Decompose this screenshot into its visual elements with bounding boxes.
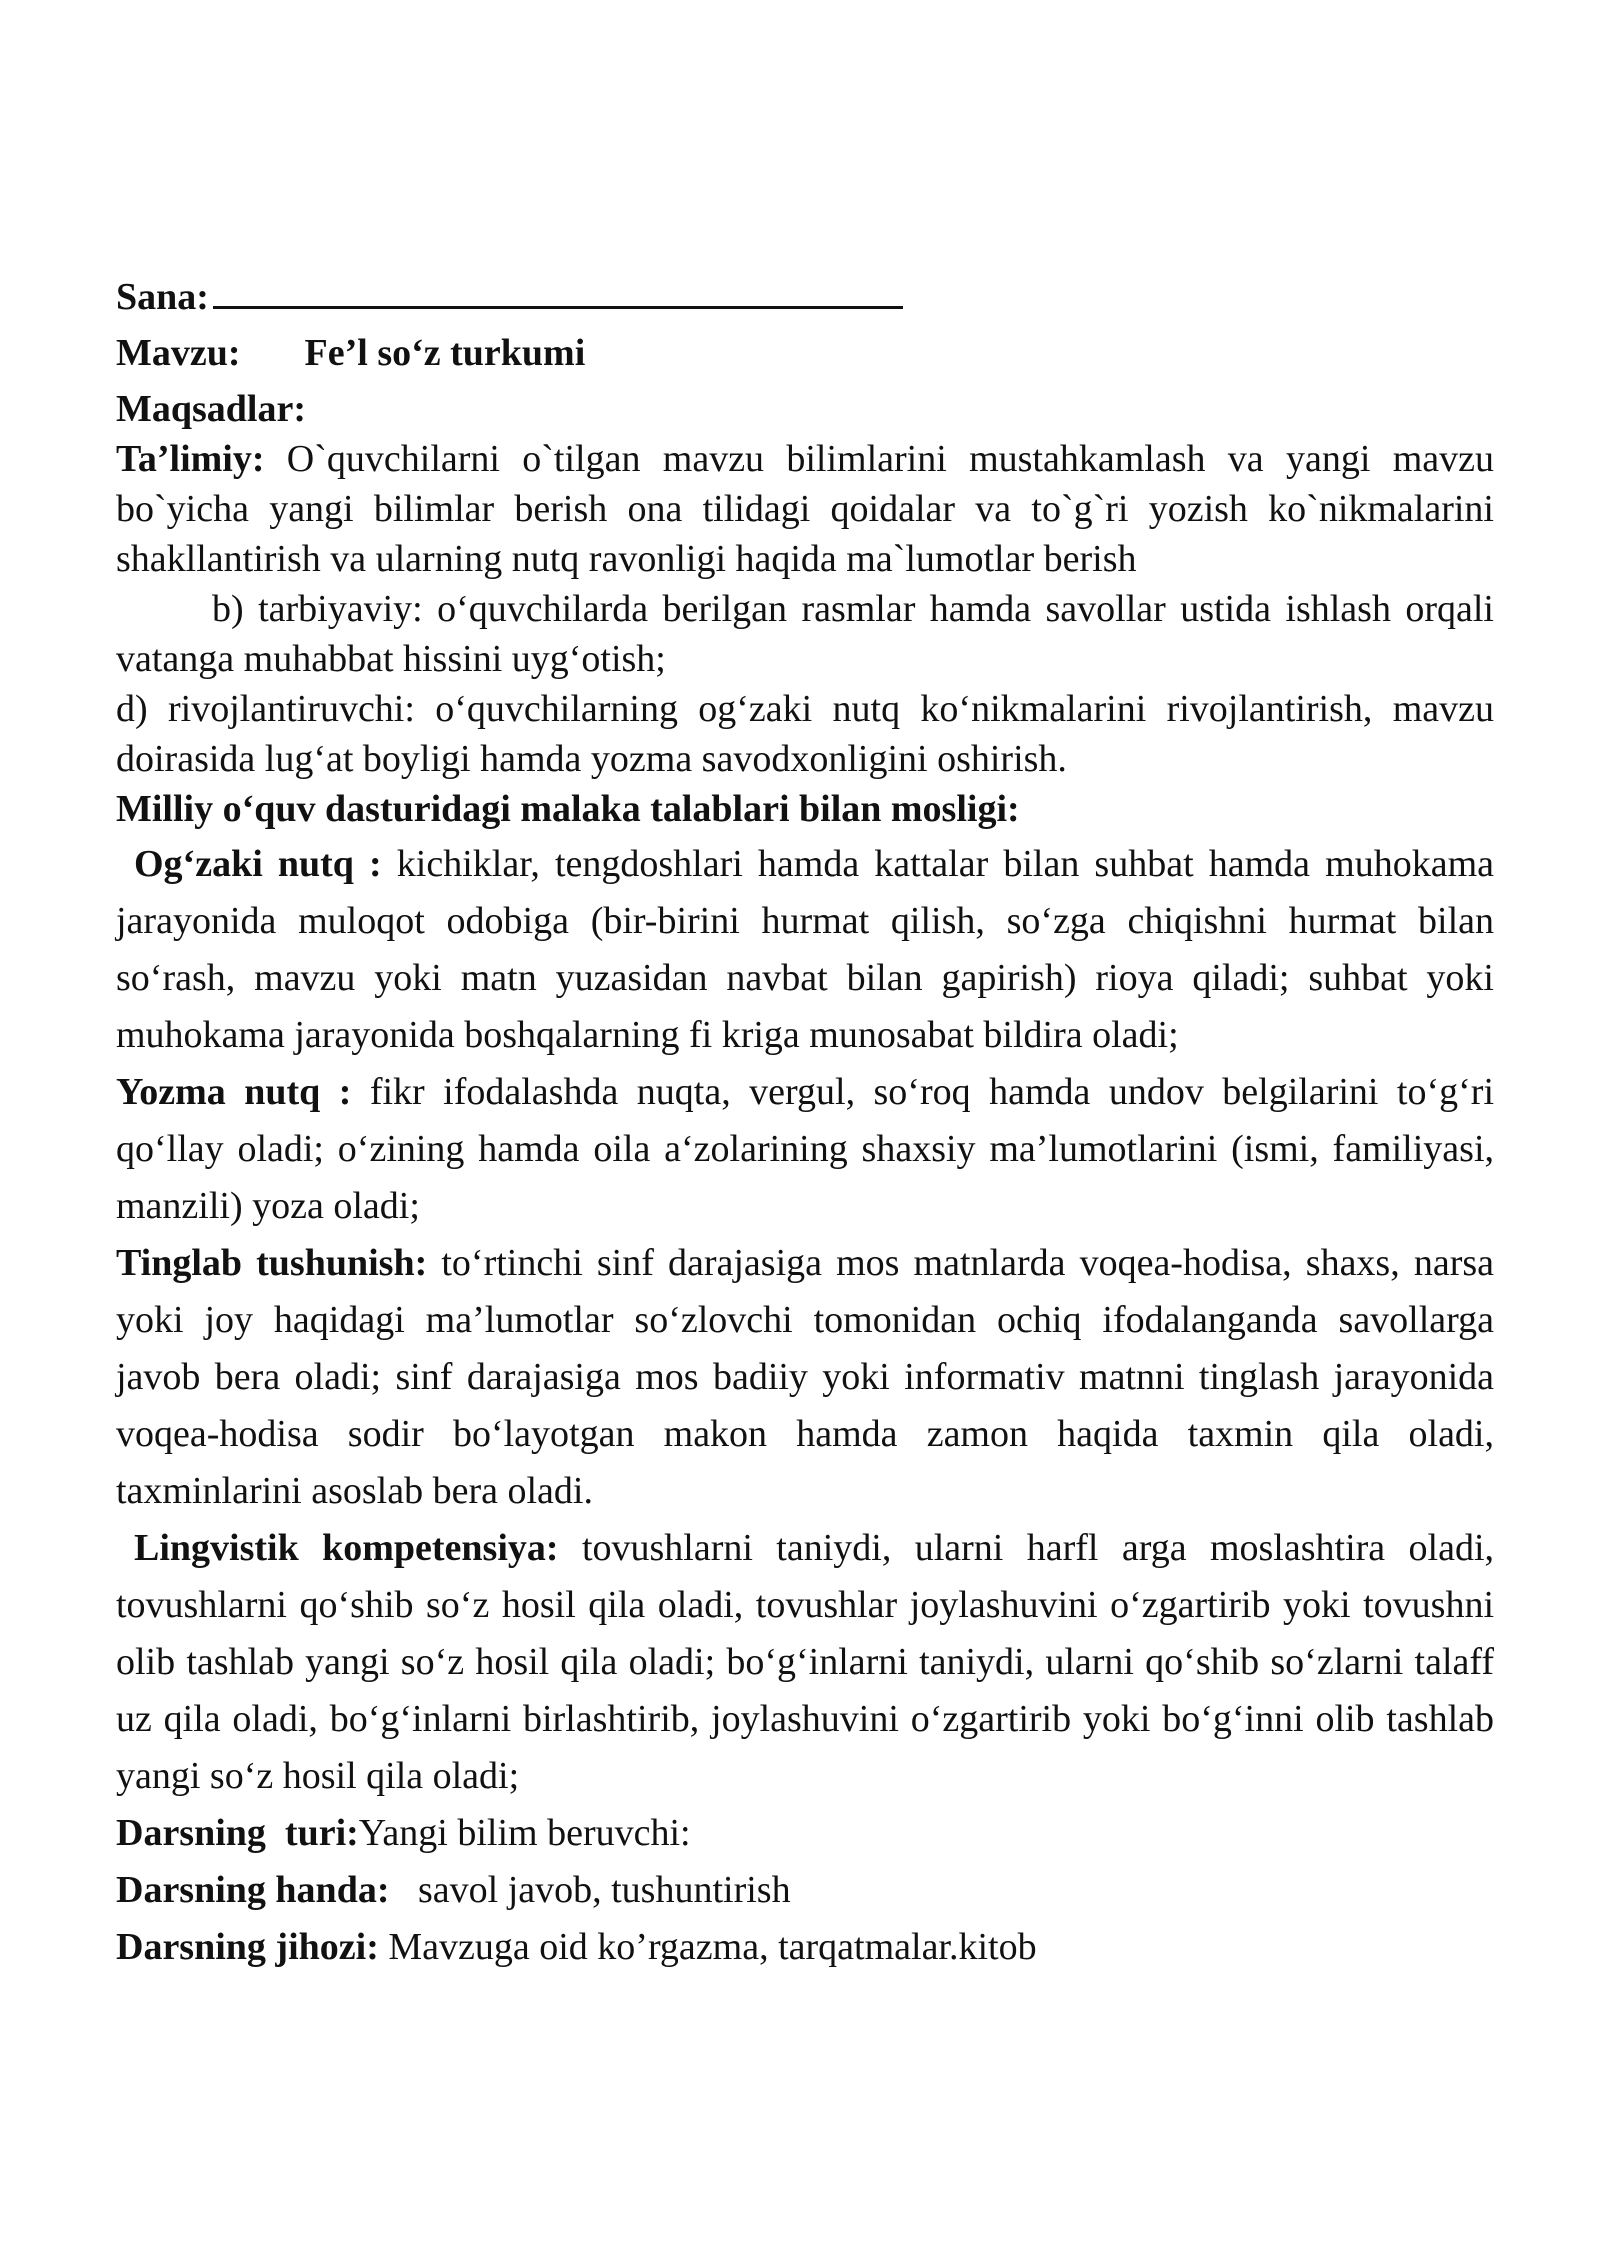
standard-linguistic-label: Lingvistik kompetensiya: [134,1527,559,1569]
lesson-type-row [116,1805,1494,1862]
standard-written-speech-text: fikr ifodalashda nuqta, vergul, so‘roq hamda undov belgilarini to‘g‘ri qo‘llay oladi; o‘zining hamda oila a‘zolarining shaxsiy ma’lumotlarini (ismi, familiyasi, manzili) yoza oladi; [116,1071,1494,1227]
lesson-type-label: Darsning turi: [116,1812,359,1854]
standard-listening [116,1235,1494,1520]
standard-oral-speech-label: Og‘zaki nutq : [134,843,382,885]
objective-educational-text: O`quvchilarni o`tilgan mavzu bilimlarini mustahkamlash va yangi mavzu bo`yicha yangi bilimlar berish ona tilidagi qoidalar va to`g`ri yozish ko`nikmalarini shakllantirish va ularning nutq ravonligi haqida ma`lumotlar berish [116,438,1494,580]
topic-value: Fe’l so‘z turkumi [304,332,586,374]
standards-heading: Milliy o‘quv dasturidagi malaka talablari bilan mosligi: [116,788,1020,830]
standard-oral-speech-text: kichiklar, tengdoshlari hamda kattalar bilan suhbat hamda muhokama jarayonida muloqot odobiga (bir-birini hurmat qilish, so‘zga chiqishni hurmat bilan so‘rash, mavzu yoki matn yuzasidan navbat bilan gapirish) rioya qiladi; suhbat yoki muhokama jarayonida boshqalarning fi kriga munosabat bildira oladi; [116,843,1494,1056]
topic-label: Mavzu: [116,332,241,374]
standard-linguistic-text: tovushlarni taniydi, ularni harfl arga moslashtira oladi, tovushlarni qo‘shib so‘z hosil qila oladi, tovushlar joylashuvini o‘zgartirib yoki tovushni olib tashlab yangi so‘z hosil qila oladi; bo‘g‘inlarni taniydi, ularni qo‘shib so‘zlarni talaff uz qila oladi, bo‘g‘inlarni birlashtirib, joylashuvini o‘zgartirib yoki bo‘g‘inni olib tashlab yangi so‘z hosil qila oladi; [116,1527,1495,1797]
lesson-equipment-label: Darsning jihozi: [116,1926,379,1968]
standard-written-speech-label: Yozma nutq : [116,1071,352,1113]
objective-educational [116,434,1494,584]
date-row [116,270,1494,322]
lesson-method-label: Darsning handa: [116,1869,390,1911]
lesson-plan-page [116,270,1494,1976]
lesson-equipment-row [116,1919,1494,1976]
lesson-method-value: savol javob, tushuntirish [389,1869,791,1911]
lesson-method-row [116,1862,1494,1919]
standard-oral-speech [116,836,1494,1064]
date-blank-line [213,270,903,309]
topic-row [116,328,1494,378]
objective-educational-label: Ta’limiy: [116,438,265,480]
objective-developmental: d) rivojlantiruvchi: o‘quvchilarning og‘zaki nutq ko‘nikmalarini rivojlantirish, mavzu doirasida lug‘at boyligi hamda yozma savodxonligini oshirish. [116,688,1494,780]
standard-written-speech [116,1064,1494,1235]
lesson-equipment-value: Mavzuga oid ko’rgazma, tarqatmalar.kitob [378,1926,1037,1968]
objectives-heading: Maqsadlar: [116,388,306,430]
lesson-type-value: Yangi bilim beruvchi: [358,1812,691,1854]
standard-listening-text: to‘rtinchi sinf darajasiga mos matnlarda voqea-hodisa, shaxs, narsa yoki joy haqidagi ma’lumotlar so‘zlovchi tomonidan ochiq ifodalanganda savollarga javob bera oladi; sinf darajasiga mos badiiy yoki informativ matnni tinglash jarayonida voqea-hodisa sodir bo‘layotgan makon hamda zamon haqida taxmin qila oladi, taxminlarini asoslab bera oladi. [116,1242,1495,1512]
date-label: Sana: [116,276,209,318]
standard-listening-label: Tinglab tushunish: [116,1242,428,1284]
standard-linguistic [116,1520,1494,1805]
objective-upbringing: b) tarbiyaviy: o‘quvchilarda berilgan rasmlar hamda savollar ustida ishlash orqali vatanga muhabbat hissini uyg‘otish; [116,588,1494,680]
